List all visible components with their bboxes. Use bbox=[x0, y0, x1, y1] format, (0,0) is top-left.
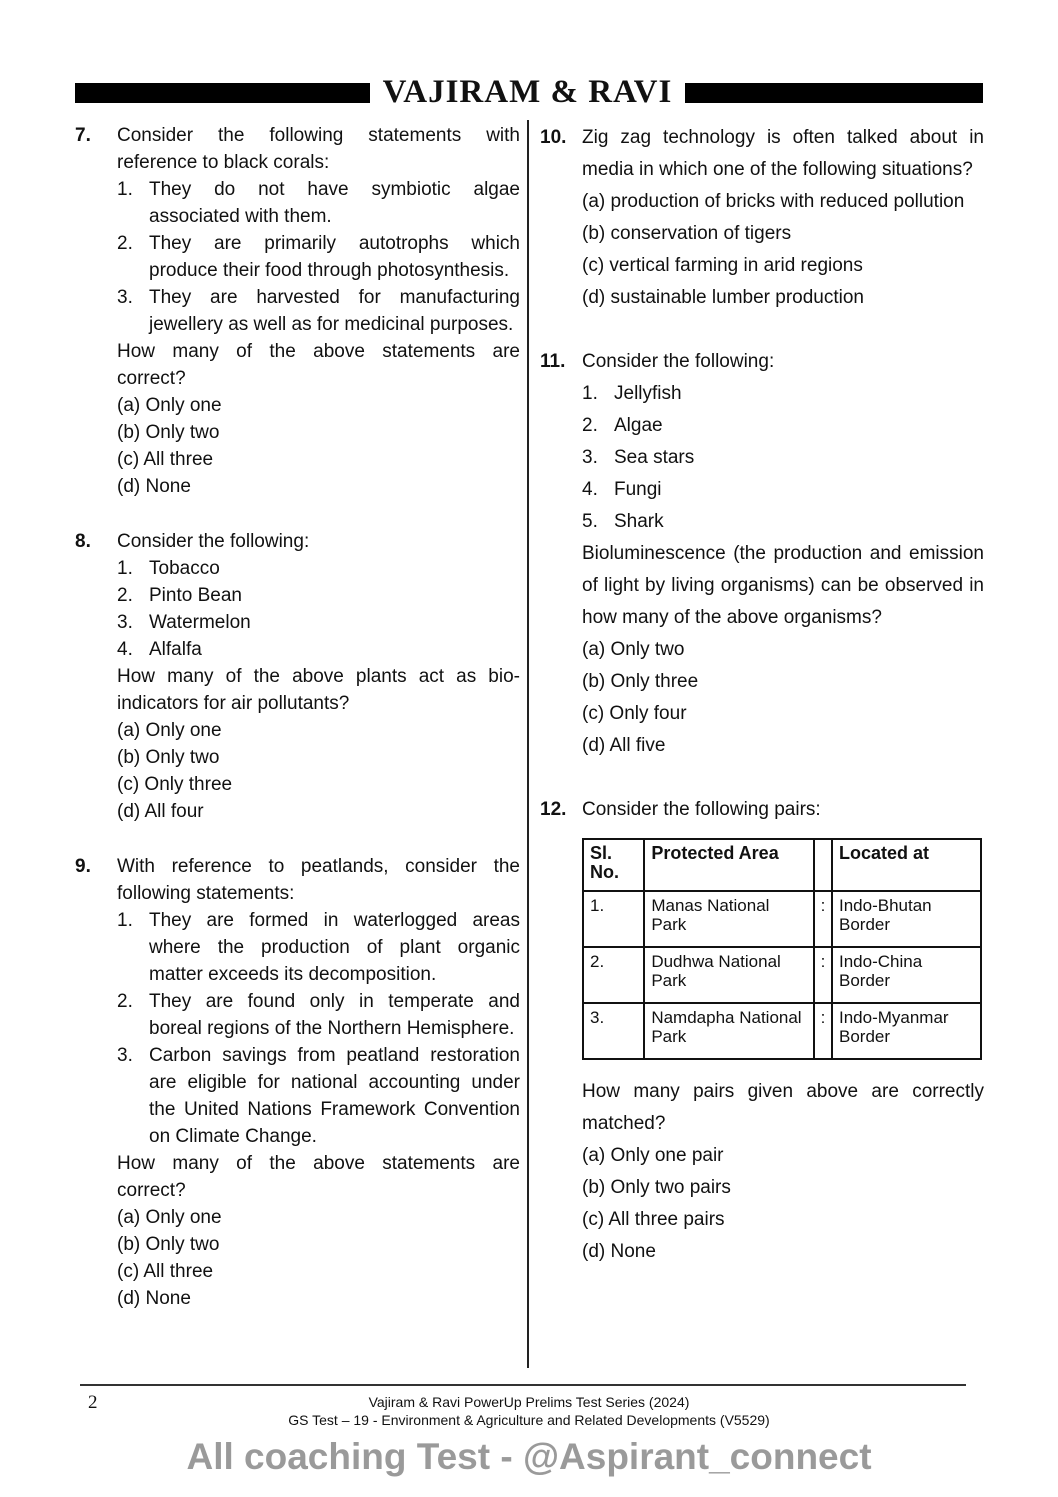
table-cell: Manas National Park bbox=[644, 891, 814, 947]
answer-option[interactable]: (a) Only one bbox=[117, 1207, 222, 1228]
statement-item bbox=[582, 410, 984, 442]
statement-text: Alfalfa bbox=[149, 639, 202, 660]
footer-series: Vajiram & Ravi PowerUp Prelims Test Series (2024) bbox=[368, 1394, 690, 1410]
answer-option[interactable]: (c) Only four bbox=[582, 703, 687, 724]
table-header-cell: Protected Area bbox=[644, 839, 814, 891]
question-number: 10. bbox=[540, 127, 567, 148]
question-number: 9. bbox=[75, 856, 91, 877]
table-cell: Namdapha National Park bbox=[644, 1003, 814, 1059]
answer-option[interactable]: (b) conservation of tigers bbox=[582, 223, 792, 244]
question-number: 7. bbox=[75, 125, 91, 146]
header-bar-right bbox=[685, 83, 983, 103]
right-column bbox=[540, 122, 984, 1300]
answer-option[interactable]: (b) Only two bbox=[117, 422, 220, 443]
statement-item bbox=[117, 230, 520, 284]
statement-item bbox=[582, 442, 984, 474]
statement-item bbox=[117, 609, 520, 636]
answer-option[interactable]: (c) Only three bbox=[117, 774, 233, 795]
answer-option[interactable]: (a) Only one bbox=[117, 395, 222, 416]
statement-text: They are formed in waterlogged areas where the production of plant organic matter exceeds its decomposition. bbox=[149, 910, 520, 985]
question-8 bbox=[75, 528, 520, 825]
statement-text: Pinto Bean bbox=[149, 585, 242, 606]
statement-item bbox=[117, 636, 520, 663]
statement-text: Sea stars bbox=[614, 447, 695, 468]
table-cell: Indo-Bhutan Border bbox=[832, 891, 981, 947]
question-stem: With reference to peatlands, consider the following statements: bbox=[117, 856, 520, 904]
statement-item bbox=[117, 988, 520, 1042]
table-row bbox=[583, 1003, 981, 1059]
answer-option[interactable]: (c) All three bbox=[117, 1261, 214, 1282]
header-bar-left bbox=[75, 83, 370, 103]
question-stem: Consider the following statements with reference to black corals: bbox=[117, 125, 520, 173]
statement-item bbox=[117, 555, 520, 582]
statement-number: 4. bbox=[117, 639, 133, 660]
table-header-cell: Sl. No. bbox=[583, 839, 644, 891]
answer-option[interactable]: (a) Only two bbox=[582, 639, 685, 660]
table-cell: Indo-Myanmar Border bbox=[832, 1003, 981, 1059]
table-header-cell bbox=[814, 839, 832, 891]
table-header-cell: Located at bbox=[832, 839, 981, 891]
statement-item bbox=[582, 378, 984, 410]
question-stem: Consider the following: bbox=[117, 531, 310, 552]
statement-number: 1. bbox=[117, 179, 133, 200]
answer-option[interactable]: (b) Only three bbox=[582, 671, 699, 692]
statement-number: 1. bbox=[582, 383, 598, 404]
statement-text: They do not have symbiotic algae associated with them. bbox=[149, 179, 520, 227]
statement-number: 3. bbox=[117, 1045, 133, 1066]
statement-text: Carbon savings from peatland restoration are eligible for national accounting under the United Nations Framework Convention on Climate Change. bbox=[149, 1045, 520, 1147]
statement-number: 1. bbox=[117, 558, 133, 579]
statement-text: Watermelon bbox=[149, 612, 251, 633]
statement-number: 2. bbox=[117, 991, 133, 1012]
footer-test-title: GS Test – 19 - Environment & Agriculture and Related Developments (V5529) bbox=[288, 1412, 770, 1428]
answer-option[interactable]: (c) All three pairs bbox=[582, 1209, 725, 1230]
question-7 bbox=[75, 122, 520, 500]
answer-option[interactable]: (a) Only one pair bbox=[582, 1145, 724, 1166]
answer-option[interactable]: (b) Only two pairs bbox=[582, 1177, 731, 1198]
answer-option[interactable]: (a) Only one bbox=[117, 720, 222, 741]
answer-option[interactable]: (c) vertical farming in arid regions bbox=[582, 255, 863, 276]
statement-number: 5. bbox=[582, 511, 598, 532]
answer-option[interactable]: (d) None bbox=[582, 1241, 656, 1262]
statement-item bbox=[117, 1042, 520, 1150]
question-prompt: How many of the above statements are correct? bbox=[117, 341, 520, 389]
statement-number: 2. bbox=[117, 233, 133, 254]
watermark: All coaching Test - @Aspirant_connect bbox=[186, 1436, 872, 1477]
question-prompt: How many of the above plants act as bio-indicators for air pollutants? bbox=[117, 666, 520, 714]
question-stem: Zig zag technology is often talked about in media in which one of the following situations? bbox=[582, 127, 984, 180]
page-number: 2 bbox=[88, 1392, 98, 1413]
statement-text: They are harvested for manufacturing jewellery as well as for medicinal purposes. bbox=[149, 287, 520, 335]
table-cell: Dudhwa National Park bbox=[644, 947, 814, 1003]
statement-text: Fungi bbox=[614, 479, 662, 500]
answer-option[interactable]: (d) None bbox=[117, 1288, 191, 1309]
table-cell: 3. bbox=[583, 1003, 644, 1059]
table-cell: : bbox=[814, 891, 832, 947]
statement-number: 2. bbox=[117, 585, 133, 606]
question-9 bbox=[75, 853, 520, 1312]
question-prompt: How many pairs given above are correctly matched? bbox=[582, 1081, 984, 1134]
table-row bbox=[583, 947, 981, 1003]
table-cell: 2. bbox=[583, 947, 644, 1003]
statement-text: Algae bbox=[614, 415, 663, 436]
table-cell: : bbox=[814, 1003, 832, 1059]
statement-text: Shark bbox=[614, 511, 664, 532]
statement-item bbox=[117, 176, 520, 230]
question-10 bbox=[540, 122, 984, 314]
question-prompt: How many of the above statements are correct? bbox=[117, 1153, 520, 1201]
answer-option[interactable]: (a) production of bricks with reduced pollution bbox=[582, 191, 965, 212]
statement-text: Tobacco bbox=[149, 558, 220, 579]
table-cell: Indo-China Border bbox=[832, 947, 981, 1003]
statement-item bbox=[582, 474, 984, 506]
statement-number: 2. bbox=[582, 415, 598, 436]
table-row bbox=[583, 891, 981, 947]
statement-item bbox=[117, 907, 520, 988]
question-11 bbox=[540, 346, 984, 762]
question-number: 11. bbox=[540, 351, 566, 372]
footer-divider bbox=[80, 1384, 966, 1386]
answer-option[interactable]: (d) All five bbox=[582, 735, 666, 756]
statement-item bbox=[117, 284, 520, 338]
table-header-row bbox=[583, 839, 981, 891]
column-divider bbox=[527, 120, 529, 1368]
statement-number: 4. bbox=[582, 479, 598, 500]
answer-option[interactable]: (b) Only two bbox=[117, 747, 220, 768]
answer-option[interactable]: (b) Only two bbox=[117, 1234, 220, 1255]
question-12 bbox=[540, 794, 984, 1268]
pairs-table bbox=[582, 838, 982, 1060]
question-number: 8. bbox=[75, 531, 91, 552]
statement-number: 3. bbox=[582, 447, 598, 468]
table-cell: : bbox=[814, 947, 832, 1003]
header-title: VAJIRAM & RAVI bbox=[382, 74, 673, 110]
statement-text: They are primarily autotrophs which produce their food through photosynthesis. bbox=[149, 233, 520, 281]
answer-option[interactable]: (c) All three bbox=[117, 449, 214, 470]
table-cell: 1. bbox=[583, 891, 644, 947]
question-stem: Consider the following pairs: bbox=[582, 799, 821, 820]
statement-text: They are found only in temperate and boreal regions of the Northern Hemisphere. bbox=[149, 991, 520, 1039]
left-column bbox=[75, 122, 520, 1340]
statement-text: Jellyfish bbox=[614, 383, 682, 404]
statement-item bbox=[117, 582, 520, 609]
answer-option[interactable]: (d) All four bbox=[117, 801, 204, 822]
answer-option[interactable]: (d) sustainable lumber production bbox=[582, 287, 864, 308]
statement-item bbox=[582, 506, 984, 538]
question-prompt: Bioluminescence (the production and emission of light by living organisms) can be observed in how many of the above organisms? bbox=[582, 543, 984, 628]
statement-number: 3. bbox=[117, 287, 133, 308]
question-stem: Consider the following: bbox=[582, 351, 775, 372]
statement-number: 1. bbox=[117, 910, 133, 931]
statement-number: 3. bbox=[117, 612, 133, 633]
answer-option[interactable]: (d) None bbox=[117, 476, 191, 497]
question-number: 12. bbox=[540, 799, 567, 820]
